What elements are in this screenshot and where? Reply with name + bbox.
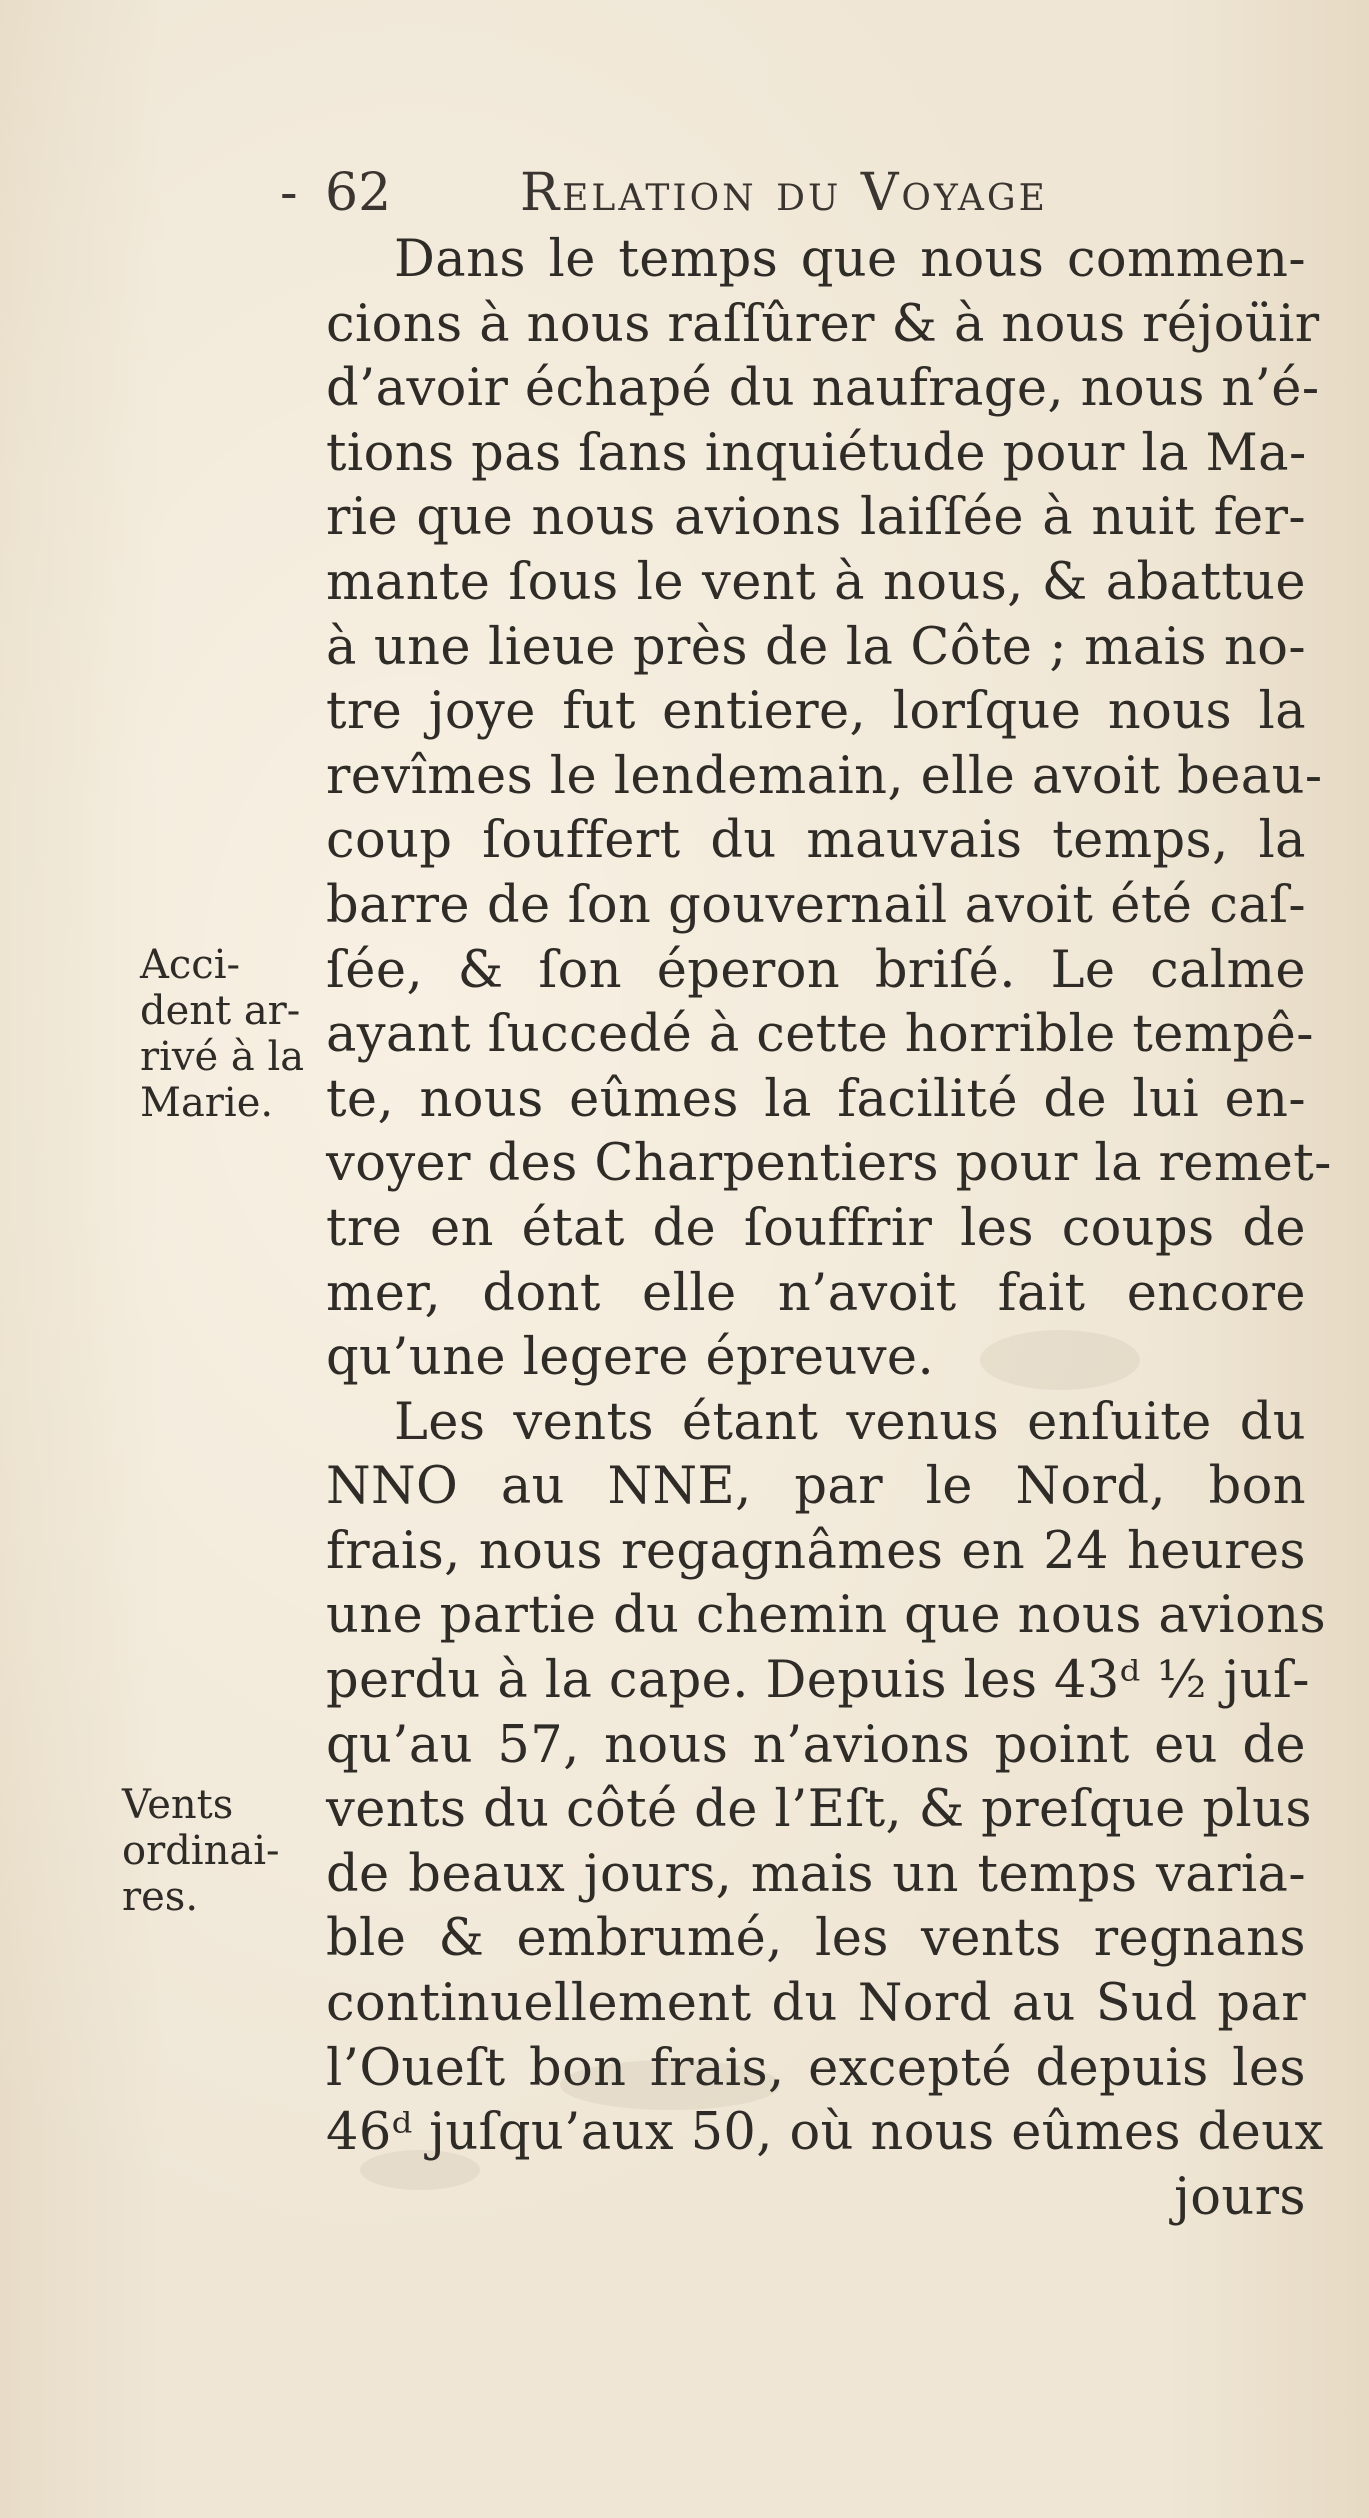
text-line: te, nous eûmes la facilité de lui en- <box>326 1069 1306 1129</box>
margin-note-line: Vents <box>122 1782 234 1828</box>
margin-note-line: res. <box>122 1874 199 1920</box>
page-header <box>280 158 1220 228</box>
margin-note-line: Marie. <box>140 1080 274 1126</box>
text-line: ſée, & ſon éperon briſé. Le calme <box>326 940 1306 1000</box>
text-line: Les vents étant venus enſuite du <box>394 1392 1306 1452</box>
main-text-block <box>326 228 1332 2230</box>
margin-note-line: rivé à la <box>140 1034 305 1080</box>
header-dash: - <box>280 163 298 223</box>
text-line: mer, dont elle n’avoit fait encore <box>326 1263 1306 1323</box>
text-line: qu’au 57, nous n’avions point eu de <box>326 1715 1306 1775</box>
text-line: ayant ſuccedé à cette horrible tempê- <box>326 1005 1314 1065</box>
margin-note-line: Acci- <box>140 942 240 988</box>
text-line: vents du côté de l’Eſt, & preſque plus <box>326 1780 1312 1840</box>
text-line: barre de ſon gouvernail avoit été caſ- <box>326 875 1306 935</box>
page-number: 62 <box>325 163 392 223</box>
margin-note-line: ordinai- <box>122 1828 280 1874</box>
catchword: jours <box>1174 2167 1306 2227</box>
text-line: revîmes le lendemain, elle avoit beau- <box>326 746 1323 806</box>
text-line: voyer des Charpentiers pour la remet- <box>326 1134 1332 1194</box>
margin-note-accident <box>140 942 304 1126</box>
text-line: 46ᵈ juſqu’aux 50, où nous eûmes deux <box>326 2103 1324 2163</box>
text-line: continuellement du Nord au Sud par <box>326 1974 1306 2034</box>
text-line: cions à nous raſſûrer & à nous réjoüir <box>326 294 1320 354</box>
text-line: l’Oueſt bon frais, excepté depuis les <box>326 2038 1306 2098</box>
text-line: tre joye fut entiere, lorſque nous la <box>326 682 1306 742</box>
margin-note-vents <box>122 1782 280 1920</box>
text-line: ble & embrumé, les vents regnans <box>326 1909 1306 1969</box>
text-line: tre en état de ſouffrir les coups de <box>326 1198 1306 1258</box>
text-line: coup ſouffert du mauvais temps, la <box>326 811 1306 871</box>
text-line: qu’une legere épreuve. <box>326 1328 935 1388</box>
text-line: tions pas ſans inquiétude pour la Ma- <box>326 423 1307 483</box>
text-line: frais, nous regagnâmes en 24 heures <box>326 1521 1306 1581</box>
text-line: perdu à la cape. Depuis les 43ᵈ ½ juſ- <box>326 1651 1310 1711</box>
margin-note-line: dent ar- <box>140 988 301 1034</box>
text-line: mante ſous le vent à nous, & abattue <box>326 552 1306 612</box>
text-line: d’avoir échapé du naufrage, nous n’é- <box>326 359 1320 419</box>
text-line: de beaux jours, mais un temps varia- <box>326 1844 1306 1904</box>
text-line: Dans le temps que nous commen- <box>394 230 1306 289</box>
running-title: Relation du Voyage <box>520 163 1048 223</box>
text-line: rie que nous avions laiſſée à nuit fer- <box>326 488 1306 548</box>
text-line: à une lieue près de la Côte ; mais no- <box>326 617 1306 677</box>
text-line: une partie du chemin que nous avions <box>326 1586 1327 1646</box>
text-line: NNO au NNE, par le Nord, bon <box>326 1457 1306 1517</box>
